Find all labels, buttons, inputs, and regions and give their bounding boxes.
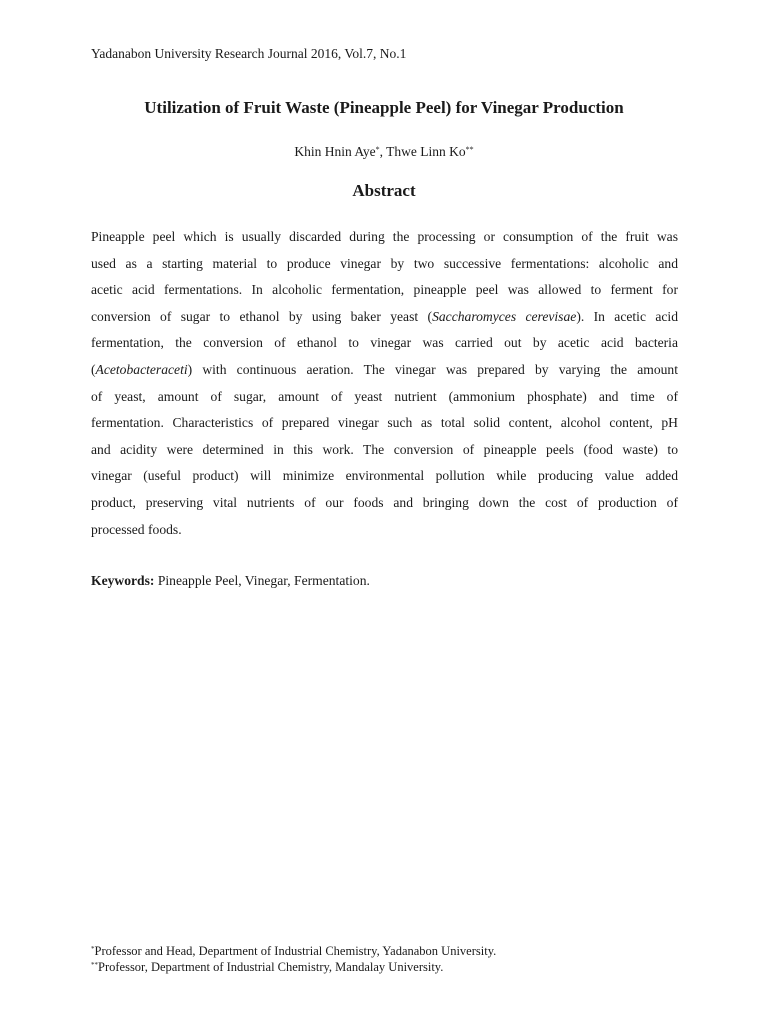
abstract-line <box>91 437 678 464</box>
abstract-line <box>91 517 678 544</box>
text-run: Pineapple peel which is usually discarded during the processing or consumption of the fruit was <box>91 229 678 244</box>
text-run: product, preserving vital nutrients of our foods and bringing down the cost of production of <box>91 494 678 510</box>
abstract-line <box>91 277 678 304</box>
text-run: and acidity were determined in this work. The conversion of pineapple peels (food waste) to <box>91 441 678 457</box>
keywords-label: Keywords: <box>91 573 155 588</box>
footnotes <box>91 943 496 975</box>
species-name: Saccharomyces cerevisae <box>432 308 577 324</box>
author-name: Thwe Linn Ko <box>386 144 466 159</box>
text-run: processed foods. <box>91 521 182 537</box>
abstract-line <box>91 251 678 278</box>
text-run: ( <box>91 361 96 377</box>
text-run: fermentation. Characteristics of prepared vinegar such as total solid content, alcohol content, pH <box>91 415 678 431</box>
text-run: conversion of sugar to ethanol by using baker yeast ( <box>91 308 433 324</box>
text-run: acetic acid fermentations. In alcoholic fermentation, pineapple peel was allowed to ferment for <box>91 282 678 298</box>
abstract-line <box>91 304 678 331</box>
author-list <box>0 143 768 161</box>
text-run: ). In acetic acid <box>576 308 679 324</box>
species-name: Acetobacteraceti <box>95 361 188 377</box>
abstract-heading: Abstract <box>352 181 416 200</box>
footnote-marker: ** <box>91 961 98 969</box>
text-run: of yeast, amount of sugar, amount of yeast nutrient (ammonium phosphate) and time of <box>91 388 678 404</box>
author-separator: , <box>379 144 387 159</box>
footnote-marker: ** <box>465 145 474 154</box>
footnote-text: Professor and Head, Department of Industrial Chemistry, Yadanabon University. <box>94 944 497 958</box>
abstract-line <box>91 490 678 517</box>
keywords <box>91 572 370 590</box>
footnote-text: Professor, Department of Industrial Chemistry, Mandalay University. <box>98 960 444 974</box>
text-run: fermentation, the conversion of ethanol to vinegar was carried out by acetic acid bacteria <box>91 335 678 351</box>
abstract-line <box>91 463 678 490</box>
keywords-text: Pineapple Peel, Vinegar, Fermentation. <box>154 573 370 588</box>
footnote <box>91 943 496 959</box>
footnote <box>91 959 496 975</box>
text-run: vinegar (useful product) will minimize environmental pollution while producing value added <box>91 468 678 484</box>
abstract-line <box>91 384 678 411</box>
paper-title: Utilization of Fruit Waste (Pineapple Peel) for Vinegar Production <box>144 98 624 117</box>
text-run: ) with continuous aeration. The vinegar was prepared by varying the amount <box>187 361 678 377</box>
abstract-line <box>91 410 678 437</box>
footnote-marker: * <box>375 145 380 154</box>
text-run: used as a starting material to produce vinegar by two successive fermentations: alcoholic and <box>91 255 678 271</box>
abstract-line <box>91 330 678 357</box>
footnote-marker: * <box>91 945 95 953</box>
journal-header: Yadanabon University Research Journal 2016, Vol.7, No.1 <box>91 46 407 61</box>
abstract-line <box>91 357 678 384</box>
abstract-body <box>91 224 678 543</box>
abstract-line <box>91 224 678 251</box>
author-name: Khin Hnin Aye <box>294 144 376 159</box>
